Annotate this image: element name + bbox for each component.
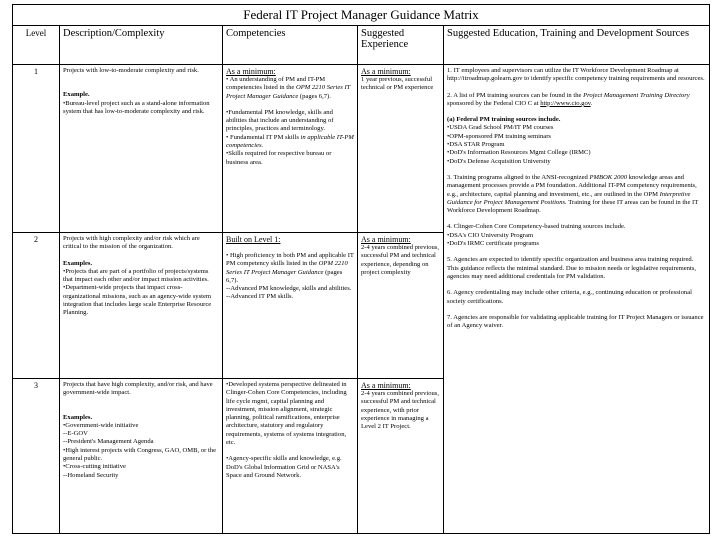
level-3-example-e: •Cross-cutting initiative [63,463,126,471]
edu-fed-item-5: •DoD's Defense Acquisition University [447,157,551,165]
level-3-intro: Projects that have high complexity, and/or risk, and have government-wide impact. [63,381,213,397]
level-2-comp-b2: --Advanced PM knowledge, skills and abilities. [226,285,352,293]
level-3-example-c: --President's Management Agenda [63,438,154,446]
level-1-competencies [223,65,358,233]
level-2-examples-label: Examples. [63,259,93,267]
edu-p2: 2. A list of PM training sources can be found in the Project Management Training Directory sponsored by the Federal CIO C at http://www.cio.gov. [447,91,690,107]
level-2-comp-b1: • High proficiency in both PM and applicable IT PM competency skills listed in the OPM 2210 Series IT Project Manager Guidance (pages 6,7). [226,252,354,284]
level-3-comp-b1: •Developed systems perspective delineated in Clinger-Cohen Core Competencies, including life cycle mgmt, capital planning and investment, mission alignment, strategic planning, political ramifications, enterprise architecture, statutory and regulatory requirements, systems of systems integration, etc. [226,381,347,447]
level-3-example-a: •Government-wide initiative [63,421,139,429]
level-3-exp-text: 2-4 years combined previous, successful PM and technical experience, with prior experience in managing a Level 2 IT Project. [361,390,440,431]
level-2-comp-b3: --Advanced IT PM skills. [226,293,294,301]
edu-p7: 7. Agencies are responsible for validating applicable training for IT Project Managers or issuance of an Agency waiver. [447,313,704,330]
level-2-intro: Projects with high complexity and/or risk which are critical to the mission of the organization. [63,235,200,251]
level-1-description [60,65,223,233]
level-1-intro: Projects with low-to-moderate complexity and risk. [63,67,199,74]
level-1-comp-b1: • An understanding of PM and IT-PM competencies listed in the OPM 2210 Series IT Project Manager Guidance (pages 6,7). [226,76,351,100]
matrix-title: Federal IT Project Manager Guidance Matrix [13,5,710,26]
header-education: Suggested Education, Training and Development Sources [444,26,710,65]
level-2-number: 2 [13,233,60,379]
education-sources-cell [444,65,710,534]
level-2-experience [358,233,444,379]
edu-p4-item-2: •DoD's IRMC certificate programs [447,240,539,248]
level-3-number: 3 [13,379,60,534]
level-1-comp-b3: • Fundamental IT PM skills in applicable IT-PM competencies. [226,133,354,150]
edu-p4: 4. Clinger-Cohen Core Competency-based training sources include. [447,223,626,231]
level-3-example-d: •High interest projects with Congress, GAO, OMB, or the general public. [63,446,217,463]
level-1-comp-b4: •Skills required for respective bureau or business area. [226,150,332,166]
edu-fed-item-3: •DSA STAR Program [447,141,505,149]
level-3-example-b: --E-GOV [63,430,88,438]
level-1-number: 1 [13,65,60,233]
level-2-exp-text: 2-4 years combined previous, successful PM and technical experience, depending on project complexity [361,244,440,276]
level-3-example-f: --Homeland Security [63,471,119,479]
edu-p1: 1. IT employees and supervisors can utilize the IT Workforce Development Roadmap at http://itroadmap.golearn.gov to identify specific competency training requirements and resources. [447,67,705,83]
header-description: Description/Complexity [60,26,223,65]
level-1-examples-label: Example. [63,91,90,99]
level-2-competencies [223,233,358,379]
level-1-exp-text: 1 year previous, successful technical or PM experience [361,76,434,92]
cio-gov-link[interactable]: http://www.cio.gov [540,99,591,107]
level-3-exp-lead: As a minimum: [361,381,411,390]
edu-fed-item-1: •USDA Grad School PM/IT PM courses [447,124,554,132]
level-3-experience [358,379,444,534]
edu-p3: 3. Training programs aligned to the ANSI-recognized PMBOK 2000 knowledge areas and management processes provide a PM foundation. Additional IT-PM competency requirements, e.g., architecture, capital planning and investment, etc., are outlined in the OPM Interpretive Guidance for Project Management Positions. Training for these IT areas can be found in the IT Workforce Development Roadmap. [447,173,699,215]
edu-fed-item-4: •DoD's Information Resources Mgmt College (IRMC) [447,149,591,157]
level-2-examples-1: •Projects that are part of a portfolio of projects/systems that impact each other and/or impact mission activities. [63,267,209,284]
edu-fed-heading: (a) Federal PM training sources include. [447,116,561,124]
edu-p4-item-1: •DSA's CIO University Program [447,231,534,239]
level-1-comp-lead: As a minimum: [226,67,276,76]
header-level: Level [13,26,60,65]
level-3-description [60,379,223,534]
level-1-row [13,65,710,233]
level-1-comp-b2: •Fundamental PM knowledge, skills and abilities that include an understanding of principles, practices and terminology. [226,108,334,133]
edu-fed-item-2: •OPM-sponsored PM training seminars [447,132,551,140]
guidance-matrix-table [12,4,710,534]
level-1-examples: •Bureau-level project such as a stand-alone information system that has low-to-moderate complexity and risk. [63,99,210,115]
level-2-exp-lead: As a minimum: [361,235,411,244]
level-2-description [60,233,223,379]
level-2-examples-2: •Department-wide projects that impact cross-organizational missions, such as an agency-wide system integration that includes large scale Enterprise Resource Planning. [63,284,212,317]
header-competencies: Competencies [223,26,358,65]
edu-p6: 6. Agency credentialing may include other criteria, e.g., continuing education or professional society certifications. [447,289,692,305]
level-3-examples-label: Examples. [63,413,93,421]
level-2-comp-lead: Built on Level 1: [226,235,281,244]
level-1-exp-lead: As a minimum: [361,67,411,76]
header-experience: Suggested Experience [358,26,444,65]
header-row [13,26,710,65]
level-3-competencies [223,379,358,534]
edu-p5: 5. Agencies are expected to identify specific organization and business area training required. This guidance reflects the minimal standard. Due to mission needs or legislative requirements, agencies may need additional credentials for PM validation. [447,256,697,280]
level-3-comp-b2: •Agency-specific skills and knowledge, e.g. DoD's Global Information Grid or NASA's Space and Ground Network. [226,455,342,479]
level-1-experience [358,65,444,233]
